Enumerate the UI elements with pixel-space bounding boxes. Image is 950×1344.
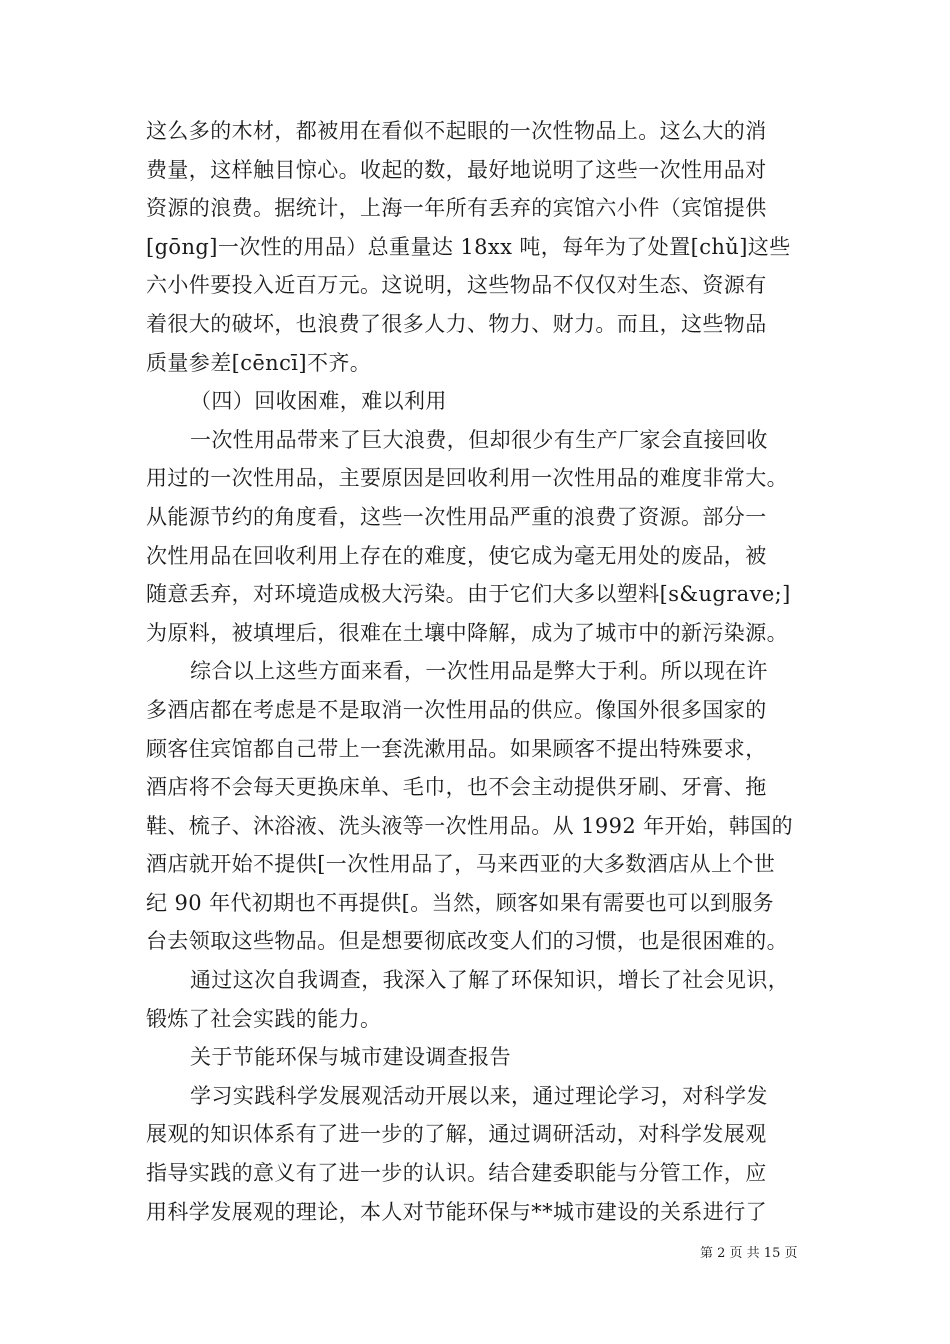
text-line: [gōng]一次性的用品）总重量达 18xx 吨，每年为了处置[chǔ]这些 bbox=[146, 234, 791, 259]
text-line: 通过这次自我调查，我深入了解了环保知识，增长了社会见识， bbox=[190, 968, 790, 993]
text-line: 次性用品在回收利用上存在的难度，使它成为毫无用处的废品，被 bbox=[146, 543, 767, 568]
text-line: 酒店就开始不提供[一次性用品了，马来西亚的大多数酒店从上个世 bbox=[146, 852, 776, 877]
text-line: 多酒店都在考虑是不是取消一次性用品的供应。像国外很多国家的 bbox=[146, 697, 767, 722]
text-line: 费量，这样触目惊心。收起的数，最好地说明了这些一次性用品对 bbox=[146, 157, 767, 182]
document-body bbox=[146, 112, 810, 1231]
text-line: 纪 90 年代初期也不再提供[。当然，顾客如果有需要也可以到服务 bbox=[146, 890, 775, 915]
text-line: 从能源节约的角度看，这些一次性用品严重的浪费了资源。部分一 bbox=[146, 504, 767, 529]
text-line: 锻炼了社会实践的能力。 bbox=[146, 1006, 382, 1031]
text-line: 鞋、梳子、沐浴液、洗头液等一次性用品。从 1992 年开始，韩国的 bbox=[146, 813, 793, 838]
section-heading: （四）回收困难，难以利用 bbox=[190, 389, 447, 414]
text-line: 指导实践的意义有了进一步的认识。结合建委职能与分管工作，应 bbox=[146, 1161, 767, 1186]
text-line: 六小件要投入近百万元。这说明，这些物品不仅仅对生态、资源有 bbox=[146, 273, 767, 298]
text-line: 酒店将不会每天更换床单、毛巾，也不会主动提供牙刷、牙膏、拖 bbox=[146, 775, 767, 800]
text-line: 台去领取这些物品。但是想要彻底改变人们的习惯，也是很困难的。 bbox=[146, 929, 788, 954]
text-line: 顾客住宾馆都自己带上一套洗漱用品。如果顾客不提出特殊要求， bbox=[146, 736, 767, 761]
text-line: 为原料，被填埋后，很难在土壤中降解，成为了城市中的新污染源。 bbox=[146, 620, 788, 645]
text-line: 质量参差[cēncī]不齐。 bbox=[146, 350, 372, 375]
report-title: 关于节能环保与城市建设调查报告 bbox=[190, 1045, 511, 1070]
text-line: 着很大的破坏，也浪费了很多人力、物力、财力。而且，这些物品 bbox=[146, 311, 767, 336]
page-number: 第 2 页 共 15 页 bbox=[700, 1246, 798, 1261]
text-line: 用科学发展观的理论，本人对节能环保与**城市建设的关系进行了 bbox=[146, 1199, 767, 1224]
text-line: 综合以上这些方面来看，一次性用品是弊大于利。所以现在许 bbox=[190, 659, 768, 684]
text-line: 一次性用品带来了巨大浪费，但却很少有生产厂家会直接回收 bbox=[190, 427, 768, 452]
text-line: 学习实践科学发展观活动开展以来，通过理论学习，对科学发 bbox=[190, 1083, 768, 1108]
text-line: 这么多的木材，都被用在看似不起眼的一次性物品上。这么大的消 bbox=[146, 119, 767, 143]
text-line: 资源的浪费。据统计，上海一年所有丢弃的宾馆六小件（宾馆提供 bbox=[146, 196, 767, 221]
text-line: 随意丢弃，对环境造成极大污染。由于它们大多以塑料[s&ugrave;] bbox=[146, 582, 791, 607]
text-line: 展观的知识体系有了进一步的了解，通过调研活动，对科学发展观 bbox=[146, 1122, 767, 1147]
text-line: 用过的一次性用品，主要原因是回收利用一次性用品的难度非常大。 bbox=[146, 466, 788, 491]
